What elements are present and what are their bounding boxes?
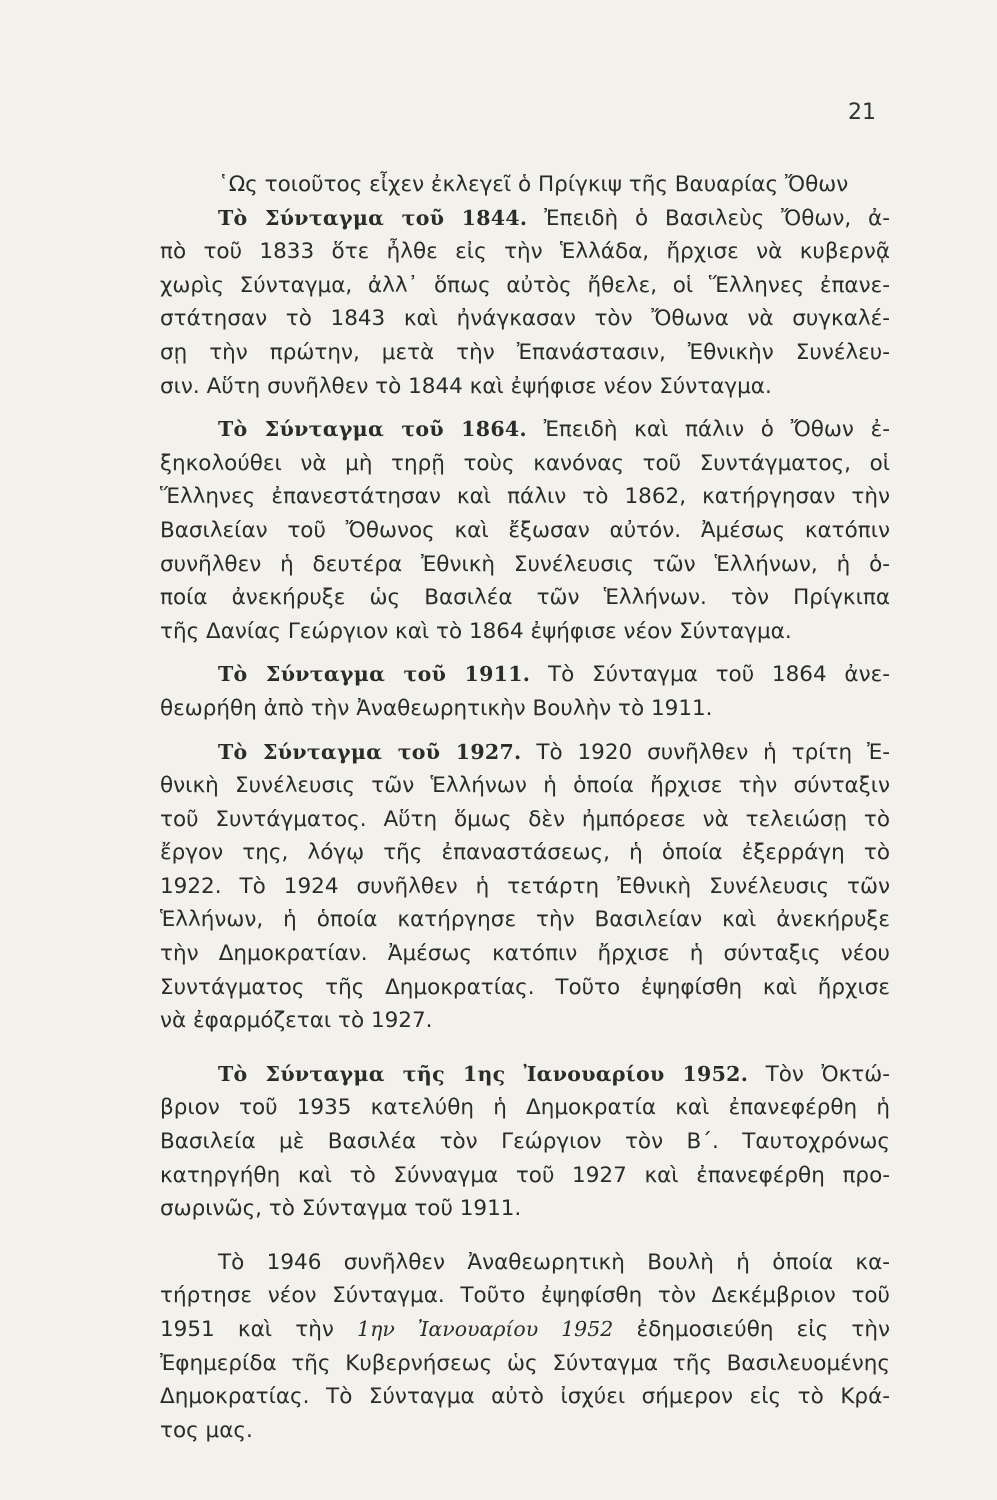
text-line: τήρτησε νέον Σύνταγμα. Τοῦτο ἐψηφίσθη τὸν Δεκέμβριον τοῦ (160, 1283, 890, 1309)
paragraph-1864 (160, 413, 890, 648)
section-heading: Τὸ Σύνταγμα τῆς 1ης Ἰανουαρίου 1952. (218, 1061, 749, 1086)
text-line: Δημοκρατίας. Τὸ Σύνταγμα αὐτὸ ἰσχύει σήμερον εἰς τὸ Κρά- (160, 1384, 890, 1410)
text-line: Συντάγματος τῆς Δημοκρατίας. Τοῦτο ἐψηφίσθη καὶ ἤρχισε (160, 974, 890, 1000)
paragraph-1946 (160, 1246, 890, 1448)
text-line: Τὸ Σύνταγμα τῆς 1ης Ἰανουαρίου 1952. Τὸν Ὀκτώ- (218, 1061, 890, 1087)
text-line: κατηργήθη καὶ τὸ Σύνναγμα τοῦ 1927 καὶ ἐπανεφέρθη προ- (160, 1162, 890, 1188)
section-heading: Τὸ Σύνταγμα τοῦ 1911. (218, 662, 531, 687)
text-line: Τὸ Σύνταγμα τοῦ 1864. Ἐπειδὴ καὶ πάλιν ὁ Ὄθων ἐ- (218, 417, 890, 443)
paragraph-1911 (160, 658, 890, 725)
text-line: Βασιλείαν τοῦ Ὄθωνος καὶ ἔξωσαν αὐτόν. Ἀμέσως κατόπιν (160, 517, 890, 543)
text-line: θνικὴ Συνέλευσις τῶν Ἑλλήνων ἡ ὁποία ἤρχισε τὴν σύνταξιν (160, 773, 890, 799)
text-line: 1922. Τὸ 1924 συνῆλθεν ἡ τετάρτη Ἐθνικὴ Συνέλευσις τῶν (160, 873, 890, 899)
paragraph-1927 (160, 736, 890, 1038)
text-line: συνῆλθεν ἡ δευτέρα Ἐθνικὴ Συνέλευσις τῶν Ἑλλήνων, ἡ ὁ- (160, 551, 890, 577)
text-line: τὴν Δημοκρατίαν. Ἀμέσως κατόπιν ἤρχισε ἡ σύνταξις νέου (160, 941, 890, 967)
text-line: στάτησαν τὸ 1843 καὶ ἠνάγκασαν τὸν Ὄθωνα νὰ συγκαλέ- (160, 306, 890, 332)
text-line: ἔργον της, λόγῳ τῆς ἐπαναστάσεως, ἡ ὁποία ἐξερράγη τὸ (160, 840, 890, 866)
page-number: 21 (848, 100, 876, 125)
text-line: Ἑλλήνων, ἡ ὁποία κατήργησε τὴν Βασιλείαν καὶ ἀνεκήρυξε (160, 907, 890, 933)
text-line: τος μας. (160, 1417, 253, 1443)
text-line: τῆς Δανίας Γεώργιον καὶ τὸ 1864 ἐψήφισε νέον Σύνταγμα. (160, 618, 792, 644)
text-line: ξηκολούθει νὰ μὴ τηρῇ τοὺς κανόνας τοῦ Συντάγματος, οἱ (160, 450, 890, 476)
text-line: ῾Ως τοιοῦτος εἶχεν ἐκλεγεῖ ὁ Πρίγκιψ τῆς Βαυαρίας Ὄθων (218, 172, 849, 197)
text-line: 1951 καὶ τὴν 1ην Ἰανουαρίου 1952 ἐδημοσιεύθη εἰς τὴν (160, 1317, 890, 1342)
section-heading: Τὸ Σύνταγμα τοῦ 1864. (218, 417, 527, 442)
paragraph (160, 168, 890, 202)
text-line: βριον τοῦ 1935 κατελύθη ἡ Δημοκρατία καὶ ἐπανεφέρθη ἡ (160, 1095, 890, 1121)
text-line: τοῦ Συντάγματος. Αὕτη ὅμως δὲν ἠμπόρεσε νὰ τελειώσῃ τὸ (160, 806, 890, 832)
text-line: Βασιλεία μὲ Βασιλέα τὸν Γεώργιον τὸν Β΄. Ταυτοχρόνως (160, 1129, 890, 1155)
text-line: σιν. Αὕτη συνῆλθεν τὸ 1844 καὶ ἐψήφισε νέον Σύνταγμα. (160, 373, 772, 399)
section-heading: Τὸ Σύνταγμα τοῦ 1844. (218, 205, 528, 230)
text-line: Ἐφημερίδα τῆς Κυβερνήσεως ὡς Σύνταγμα τῆς Βασιλευομένης (160, 1350, 890, 1376)
paragraph-1952 (160, 1058, 890, 1226)
paragraph-1844 (160, 202, 890, 404)
text-line: Τὸ Σύνταγμα τοῦ 1844. Ἐπειδὴ ὁ Βασιλεὺς Ὄθων, ἀ- (218, 205, 890, 231)
text-line: νὰ ἐφαρμόζεται τὸ 1927. (160, 1008, 433, 1034)
text-line: χωρὶς Σύνταγμα, ἀλλ᾽ ὅπως αὐτὸς ἤθελε, οἱ Ἕλληνες ἐπανε- (160, 272, 890, 298)
section-heading: Τὸ Σύνταγμα τοῦ 1927. (218, 739, 522, 764)
text-line: ποία ἀνεκήρυξε ὡς Βασιλέα τῶν Ἑλλήνων. τὸν Πρίγκιπα (160, 585, 890, 611)
italic-date: 1ην Ἰανουαρίου 1952 (357, 1317, 614, 1341)
text-line: Ἕλληνες ἐπανεστάτησαν καὶ πάλιν τὸ 1862, κατήργησαν τὴν (160, 484, 890, 510)
text-line: σωρινῶς, τὸ Σύνταγμα τοῦ 1911. (160, 1196, 522, 1222)
text-line: πὸ τοῦ 1833 ὅτε ἦλθε εἰς τὴν Ἑλλάδα, ἤρχισε νὰ κυβερνᾷ (160, 239, 890, 265)
text-line: Τὸ Σύνταγμα τοῦ 1911. Τὸ Σύνταγμα τοῦ 1864 ἀνε- (218, 662, 890, 688)
body-text (160, 168, 890, 1447)
text-line: θεωρήθη ἀπὸ τὴν Ἀναθεωρητικὴν Βουλὴν τὸ 1911. (160, 695, 713, 721)
text-line: Τὸ Σύνταγμα τοῦ 1927. Τὸ 1920 συνῆλθεν ἡ τρίτη Ἐ- (218, 739, 890, 765)
text-line: Τὸ 1946 συνῆλθεν Ἀναθεωρητικὴ Βουλὴ ἡ ὁποία κα- (218, 1249, 890, 1275)
text-line: σῃ τὴν πρώτην, μετὰ τὴν Ἐπανάστασιν, Ἐθνικὴν Συνέλευ- (160, 339, 890, 365)
